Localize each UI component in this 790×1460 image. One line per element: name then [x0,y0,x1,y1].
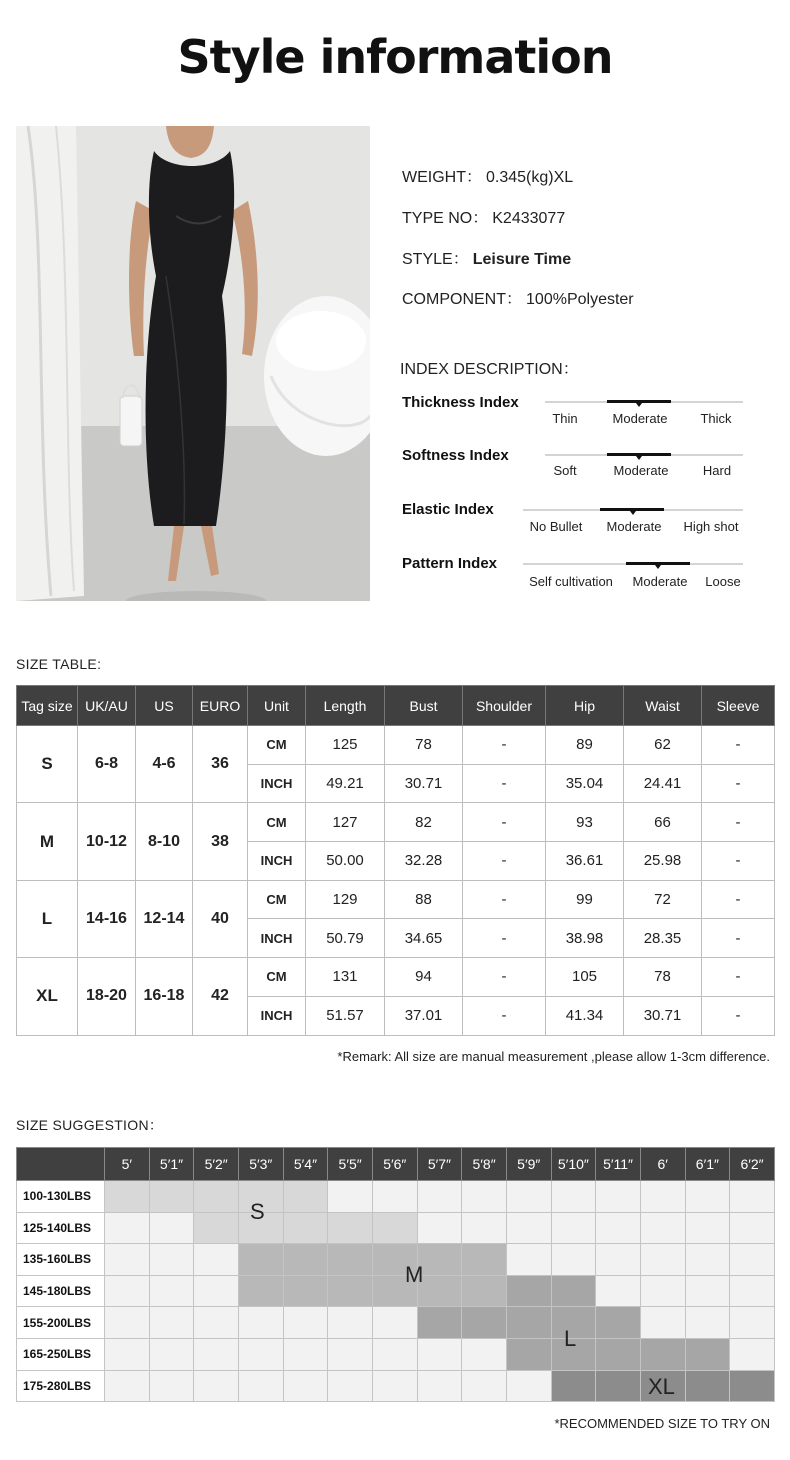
spec-style-key: STYLE： [402,251,469,268]
size-cell [417,1275,462,1307]
height-header: 6′1″ [685,1148,730,1181]
spec-weight-key: WEIGHT： [402,169,482,186]
spec-style [402,246,571,269]
table-cell: - [702,996,775,1035]
size-cell [417,1181,462,1213]
tag-size-cell: XL [17,958,78,1035]
table-cell: - [702,919,775,958]
size-cell [417,1370,462,1402]
spec-component [402,286,634,309]
elastic-option-3: High shot [683,519,739,534]
table-cell: 37.01 [385,996,463,1035]
size-cell [640,1338,685,1370]
height-header-row [17,1148,775,1181]
weight-label: 155-200LBS [17,1307,105,1339]
elastic-index-label: Elastic Index [402,501,494,518]
size-cell [105,1307,150,1339]
size-cell [149,1338,194,1370]
size-cell [238,1244,283,1276]
spec-component-key: COMPONENT： [402,291,523,308]
unit-cell: INCH [248,842,306,881]
height-header: 5′8″ [462,1148,507,1181]
table-cell: 41.34 [546,996,624,1035]
size-cell [730,1370,775,1402]
size-cell [596,1275,641,1307]
size-cell [462,1307,507,1339]
model-illustration [16,126,370,601]
size-cell [283,1181,328,1213]
elastic-option-1: No Bullet [529,519,583,534]
size-table [16,685,775,1036]
pattern-pin [655,565,661,569]
table-cell: 36.61 [546,842,624,881]
height-header: 5′10″ [551,1148,596,1181]
size-cell [596,1212,641,1244]
size-cell [551,1275,596,1307]
size-cell [328,1338,373,1370]
table-cell: 50.00 [306,842,385,881]
size-label-xl: XL [648,1374,675,1399]
col-header: Tag size [17,686,78,726]
size-cell [506,1338,551,1370]
col-header: Bust [385,686,463,726]
height-header: 5′7″ [417,1148,462,1181]
tag-size-cell: M [17,803,78,880]
recommend-note: *RECOMMENDED SIZE TO TRY ON [554,1416,770,1431]
size-cell [685,1275,730,1307]
height-header: 5′3″ [238,1148,283,1181]
unit-cell: CM [248,958,306,997]
elastic-option-2: Moderate [606,519,662,534]
size-cell [640,1212,685,1244]
height-header: 5′4″ [283,1148,328,1181]
weight-label: 125-140LBS [17,1212,105,1244]
thickness-pin [636,403,642,407]
table-cell: - [463,996,546,1035]
size-cell [596,1338,641,1370]
table-cell: 78 [624,958,702,997]
table-cell: - [463,958,546,997]
size-cell [685,1338,730,1370]
size-cell [328,1244,373,1276]
size-cell [372,1212,417,1244]
size-cell [551,1212,596,1244]
size-cell [105,1275,150,1307]
size-cell [149,1212,194,1244]
col-header: US [136,686,193,726]
size-cell [105,1181,150,1213]
pattern-option-1: Self cultivation [529,574,613,589]
table-cell: 38.98 [546,919,624,958]
size-cell [685,1307,730,1339]
height-header: 6′2″ [730,1148,775,1181]
col-header: EURO [193,686,248,726]
us-size-cell: 8-10 [136,803,193,880]
table-cell: 35.04 [546,764,624,803]
table-cell: 88 [385,880,463,919]
table-cell: 62 [624,726,702,765]
size-cell [194,1370,239,1402]
tag-size-cell: L [17,880,78,957]
size-cell [194,1212,239,1244]
softness-pin [636,456,642,460]
size-cell [551,1370,596,1402]
weight-row [17,1244,775,1276]
size-cell [238,1275,283,1307]
col-header: Waist [624,686,702,726]
table-cell: 72 [624,880,702,919]
size-cell [194,1338,239,1370]
table-cell: 131 [306,958,385,997]
table-row [17,958,775,997]
size-cell [730,1181,775,1213]
size-cell [462,1338,507,1370]
weight-label: 175-280LBS [17,1370,105,1402]
table-cell: 127 [306,803,385,842]
table-cell: - [702,726,775,765]
height-header: 5′ [105,1148,150,1181]
table-cell: 25.98 [624,842,702,881]
size-cell [685,1370,730,1402]
size-cell [685,1181,730,1213]
size-cell [194,1181,239,1213]
size-cell [149,1307,194,1339]
size-cell [105,1212,150,1244]
table-cell: 89 [546,726,624,765]
size-cell [640,1244,685,1276]
size-cell [372,1370,417,1402]
weight-label: 135-160LBS [17,1244,105,1276]
col-header: Hip [546,686,624,726]
size-cell [105,1338,150,1370]
page-title: Style information [177,30,613,84]
table-cell: 99 [546,880,624,919]
spec-style-value: Leisure Time [472,251,572,268]
us-size-cell: 12-14 [136,880,193,957]
size-cell [283,1212,328,1244]
tag-size-cell: S [17,726,78,803]
thickness-option-3: Thick [700,411,732,426]
size-cell [462,1370,507,1402]
softness-option-2: Moderate [613,463,669,478]
uk-size-cell: 10-12 [78,803,136,880]
size-cell [551,1244,596,1276]
size-cell [105,1370,150,1402]
size-cell [462,1244,507,1276]
height-header: 5′5″ [328,1148,373,1181]
table-row [17,726,775,765]
size-table-header [17,686,775,726]
size-cell [283,1338,328,1370]
softness-option-1: Soft [553,463,577,478]
size-remark: *Remark: All size are manual measurement ,please allow 1-3cm difference. [337,1049,770,1064]
size-cell [506,1370,551,1402]
size-table-label: SIZE TABLE: [16,656,102,672]
table-cell: - [702,958,775,997]
uk-size-cell: 6-8 [78,726,136,803]
size-cell [283,1307,328,1339]
spec-component-value: 100%Polyester [526,291,634,308]
softness-option-3: Hard [702,463,732,478]
size-cell [730,1338,775,1370]
spec-weight [402,164,573,187]
size-cell [551,1181,596,1213]
euro-size-cell: 40 [193,880,248,957]
size-label-s: S [250,1199,265,1224]
table-cell: - [702,803,775,842]
height-header: 5′6″ [372,1148,417,1181]
table-cell: - [463,842,546,881]
size-cell [328,1307,373,1339]
table-cell: - [463,726,546,765]
size-cell [640,1181,685,1213]
size-cell [596,1307,641,1339]
us-size-cell: 16-18 [136,958,193,1035]
table-cell: 50.79 [306,919,385,958]
table-cell: 78 [385,726,463,765]
size-cell [238,1370,283,1402]
table-cell: - [463,880,546,919]
size-cell [328,1275,373,1307]
size-cell [730,1275,775,1307]
size-cell [372,1338,417,1370]
table-cell: - [702,880,775,919]
unit-cell: INCH [248,919,306,958]
spec-type-no-key: TYPE NO： [402,210,489,227]
col-header: Length [306,686,385,726]
unit-cell: INCH [248,764,306,803]
table-cell: - [463,764,546,803]
size-label-m: M [405,1262,424,1287]
table-cell: 30.71 [385,764,463,803]
size-cell [149,1370,194,1402]
product-photo [16,126,370,601]
size-cell [194,1307,239,1339]
table-cell: - [463,919,546,958]
elastic-pin [630,511,636,515]
size-cell [283,1370,328,1402]
size-cell [417,1307,462,1339]
spec-type-no-value: K2433077 [492,210,566,227]
thickness-option-2: Moderate [612,411,668,426]
size-cell [640,1275,685,1307]
table-cell: 32.28 [385,842,463,881]
size-cell [194,1275,239,1307]
size-cell [149,1244,194,1276]
size-cell [685,1212,730,1244]
index-heading: INDEX DESCRIPTION： [400,361,579,378]
euro-size-cell: 36 [193,726,248,803]
euro-size-cell: 42 [193,958,248,1035]
size-cell [149,1181,194,1213]
pattern-option-3: Loose [705,574,741,589]
thickness-index-label: Thickness Index [402,394,519,411]
weight-label: 145-180LBS [17,1275,105,1307]
us-size-cell: 4-6 [136,726,193,803]
table-cell: - [463,803,546,842]
size-suggestion-label: SIZE SUGGESTION： [16,1117,164,1133]
size-cell [462,1275,507,1307]
table-cell: 125 [306,726,385,765]
size-cell [462,1212,507,1244]
size-cell [417,1338,462,1370]
height-header: 5′9″ [506,1148,551,1181]
size-cell [328,1181,373,1213]
col-header: Sleeve [702,686,775,726]
size-cell [596,1244,641,1276]
size-suggestion-table [16,1147,775,1402]
corner-cell [17,1148,105,1181]
weight-row [17,1212,775,1244]
weight-row [17,1338,775,1370]
col-header: Unit [248,686,306,726]
pattern-option-2: Moderate [632,574,688,589]
size-label-l: L [564,1326,577,1351]
weight-row [17,1275,775,1307]
size-cell [372,1307,417,1339]
table-cell: 94 [385,958,463,997]
size-cell [640,1307,685,1339]
size-cell [417,1212,462,1244]
size-cell [105,1244,150,1276]
table-cell: 82 [385,803,463,842]
size-cell [372,1181,417,1213]
spec-type-no [402,205,565,228]
spec-weight-value: 0.345(kg)XL [486,169,574,186]
size-cell [283,1275,328,1307]
size-cell [462,1181,507,1213]
size-cell [328,1212,373,1244]
unit-cell: CM [248,726,306,765]
size-cell [506,1275,551,1307]
unit-cell: CM [248,803,306,842]
euro-size-cell: 38 [193,803,248,880]
col-header: UK/AU [78,686,136,726]
table-cell: - [702,764,775,803]
table-cell: 105 [546,958,624,997]
table-cell: 24.41 [624,764,702,803]
unit-cell: INCH [248,996,306,1035]
thickness-option-1: Thin [552,411,578,426]
col-header: Shoulder [463,686,546,726]
height-header: 5′1″ [149,1148,194,1181]
size-cell [685,1244,730,1276]
size-cell [506,1181,551,1213]
table-cell: 66 [624,803,702,842]
table-cell: 51.57 [306,996,385,1035]
weight-row [17,1181,775,1213]
weight-row [17,1307,775,1339]
table-cell: 129 [306,880,385,919]
pattern-index-label: Pattern Index [402,555,498,572]
table-row [17,803,775,842]
unit-cell: CM [248,880,306,919]
size-cell [506,1307,551,1339]
size-cell [730,1307,775,1339]
size-cell [149,1275,194,1307]
table-row [17,880,775,919]
table-cell: 49.21 [306,764,385,803]
height-header: 5′11″ [596,1148,641,1181]
uk-size-cell: 18-20 [78,958,136,1035]
height-header: 6′ [640,1148,685,1181]
weight-label: 100-130LBS [17,1181,105,1213]
size-cell [328,1370,373,1402]
size-cell [506,1212,551,1244]
size-cell [238,1307,283,1339]
table-cell: 34.65 [385,919,463,958]
size-cell [506,1244,551,1276]
size-cell [596,1181,641,1213]
uk-size-cell: 14-16 [78,880,136,957]
height-header: 5′2″ [194,1148,239,1181]
softness-index-label: Softness Index [402,447,509,464]
size-cell [238,1338,283,1370]
size-cell [417,1244,462,1276]
size-cell [596,1370,641,1402]
table-cell: 30.71 [624,996,702,1035]
weight-label: 165-250LBS [17,1338,105,1370]
size-cell [283,1244,328,1276]
table-cell: 28.35 [624,919,702,958]
size-cell [730,1244,775,1276]
size-cell [194,1244,239,1276]
table-cell: - [702,842,775,881]
size-cell [730,1212,775,1244]
table-cell: 93 [546,803,624,842]
